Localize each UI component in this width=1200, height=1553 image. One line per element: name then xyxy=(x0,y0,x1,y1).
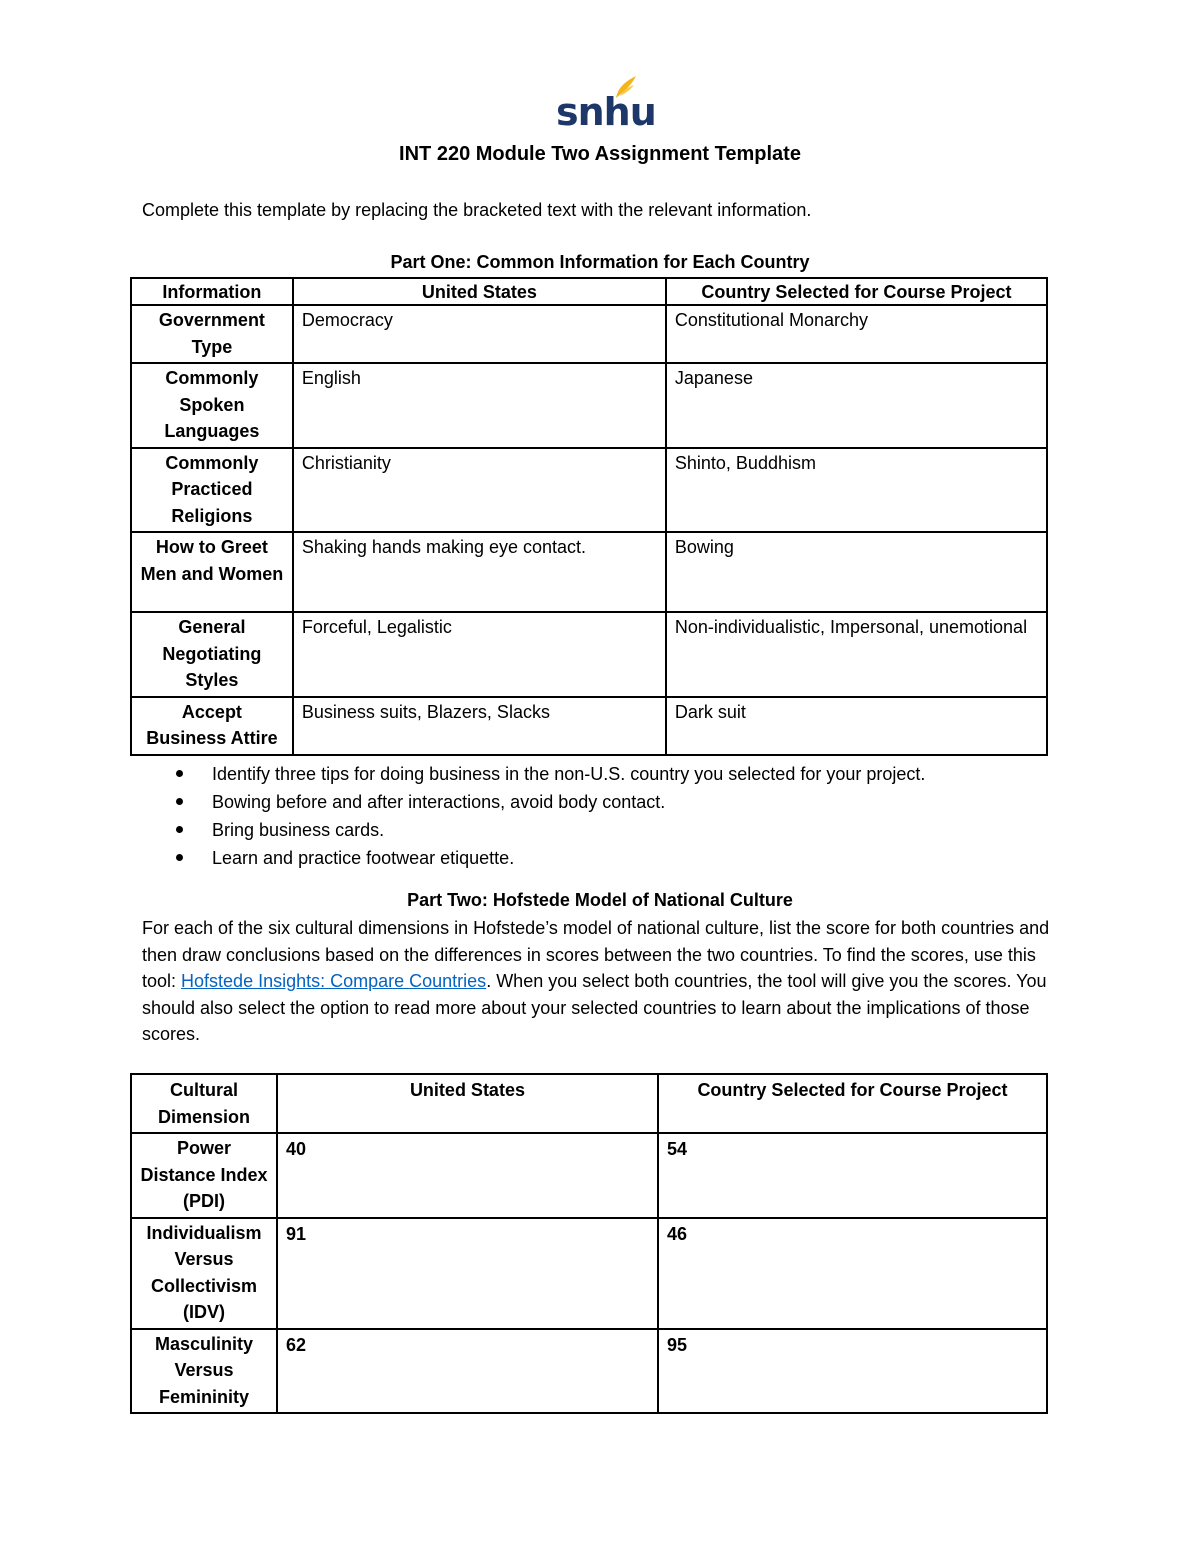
row-label: Commonly Practiced Religions xyxy=(131,448,293,533)
snhu-logo xyxy=(556,74,656,134)
us-cell: Shaking hands making eye contact. xyxy=(293,532,666,612)
table-row xyxy=(131,532,1047,612)
row-label: General Negotiating Styles xyxy=(131,612,293,697)
row-label: Individualism Versus Collectivism (IDV) xyxy=(131,1218,277,1329)
part-two-heading: Part Two: Hofstede Model of National Culture xyxy=(407,890,793,910)
selected-country-score: 54 xyxy=(658,1133,1047,1218)
tips-list xyxy=(172,760,1132,872)
page-title: INT 220 Module Two Assignment Template xyxy=(399,143,801,165)
table-row xyxy=(131,448,1047,533)
us-cell: Christianity xyxy=(293,448,666,533)
hofstede-compare-link[interactable]: Hofstede Insights: Compare Countries xyxy=(181,971,487,992)
row-label: Accept Business Attire xyxy=(131,697,293,755)
intro-text: Complete this template by replacing the bracketed text with the relevant information. xyxy=(142,200,812,220)
row-label: Commonly Spoken Languages xyxy=(131,363,293,448)
table-header-row xyxy=(131,278,1047,305)
table-header-row xyxy=(131,1074,1047,1133)
row-label: Government Type xyxy=(131,305,293,363)
instructions-text: . When you select both countries, the tool will give you the scores. You should also select the option to read more about your selected countries to learn about the implications of those scores. xyxy=(142,971,1047,1045)
part-two-instructions xyxy=(142,915,1062,1048)
column-header: Country Selected for Course Project xyxy=(658,1074,1047,1133)
selected-country-cell: Shinto, Buddhism xyxy=(666,448,1047,533)
us-cell: English xyxy=(293,363,666,448)
list-item: Bowing before and after interactions, avoid body contact. xyxy=(172,788,1132,816)
table-row xyxy=(131,697,1047,755)
table-row xyxy=(131,305,1047,363)
row-label: Power Distance Index (PDI) xyxy=(131,1133,277,1218)
us-score: 91 xyxy=(277,1218,658,1329)
hofstede-table xyxy=(130,1073,1048,1414)
table-row xyxy=(131,363,1047,448)
column-header: United States xyxy=(277,1074,658,1133)
table-row xyxy=(131,1329,1047,1414)
list-item: Bring business cards. xyxy=(172,816,1132,844)
common-info-table xyxy=(130,277,1048,756)
us-cell: Business suits, Blazers, Slacks xyxy=(293,697,666,755)
us-score: 40 xyxy=(277,1133,658,1218)
us-cell: Democracy xyxy=(293,305,666,363)
selected-country-cell: Bowing xyxy=(666,532,1047,612)
selected-country-cell: Dark suit xyxy=(666,697,1047,755)
us-score: 62 xyxy=(277,1329,658,1414)
column-header: Country Selected for Course Project xyxy=(666,278,1047,305)
selected-country-score: 46 xyxy=(658,1218,1047,1329)
column-header: Information xyxy=(131,278,293,305)
selected-country-cell: Non-individualistic, Impersonal, unemotional xyxy=(666,612,1047,697)
list-item: Identify three tips for doing business in the non-U.S. country you selected for your project. xyxy=(172,760,1132,788)
row-label: Masculinity Versus Femininity xyxy=(131,1329,277,1414)
selected-country-score: 95 xyxy=(658,1329,1047,1414)
logo-wordmark: snhu xyxy=(556,90,656,134)
table-row xyxy=(131,612,1047,697)
table-row xyxy=(131,1133,1047,1218)
us-cell: Forceful, Legalistic xyxy=(293,612,666,697)
column-header: United States xyxy=(293,278,666,305)
list-item: Learn and practice footwear etiquette. xyxy=(172,844,1132,872)
selected-country-cell: Constitutional Monarchy xyxy=(666,305,1047,363)
table-row xyxy=(131,1218,1047,1329)
column-header: Cultural Dimension xyxy=(131,1074,277,1133)
row-label: How to Greet Men and Women xyxy=(131,532,293,612)
part-one-heading: Part One: Common Information for Each Country xyxy=(390,252,810,272)
selected-country-cell: Japanese xyxy=(666,363,1047,448)
instructions-text: For each of the six cultural dimensions in Hofstede’s model of national culture, list the score for both countries and then draw conclusions based on the differences in scores between the two countries. To find the scores, use this tool: xyxy=(142,918,1050,992)
